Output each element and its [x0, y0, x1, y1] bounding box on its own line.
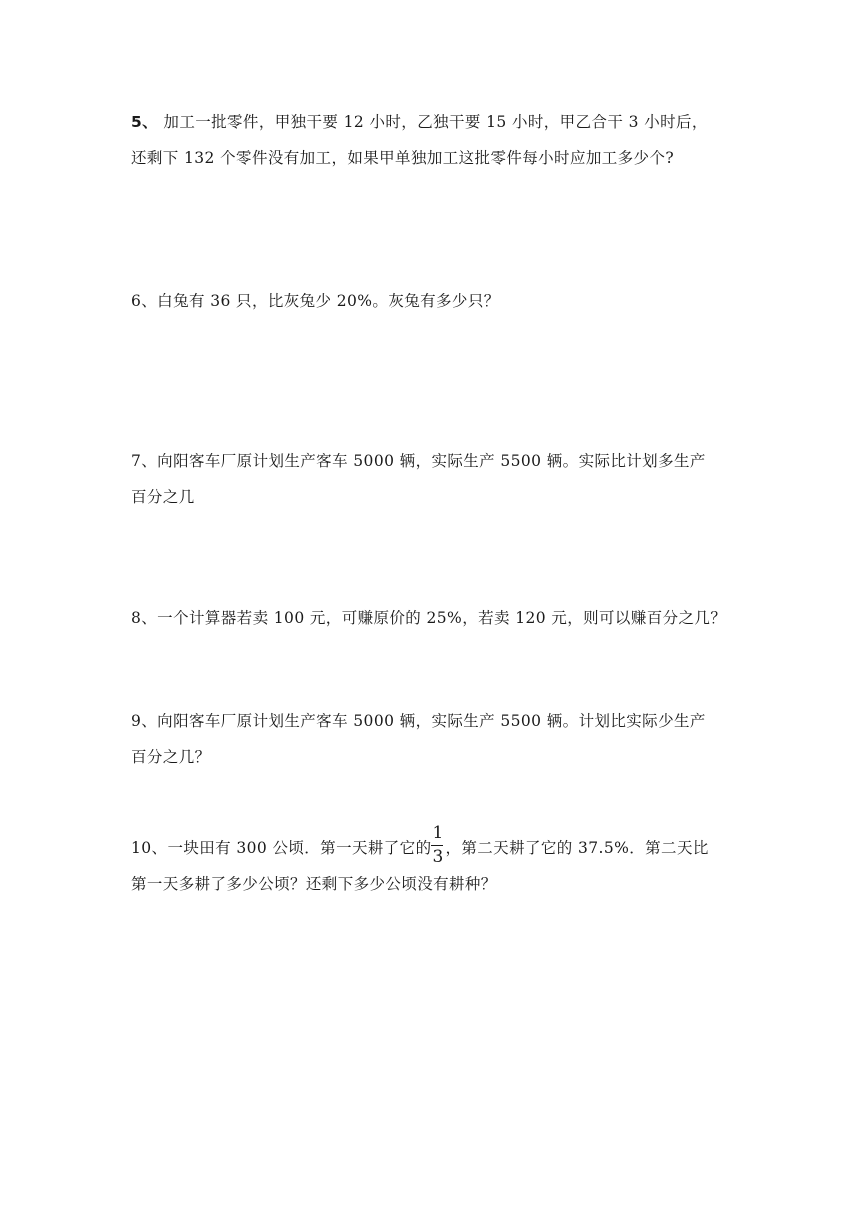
question-5-line-1: [131, 104, 731, 140]
question-8-line-1: [131, 600, 731, 636]
question-7: [131, 443, 731, 515]
question-10-text-before-fraction: 一块田有 300 公顷．第一天耕了它的: [167, 839, 432, 857]
question-9-number: 9、: [131, 712, 158, 730]
question-5-text-1: 加工一批零件，甲独干要 12 小时，乙独干要 15 小时，甲乙合干 3 小时后，: [158, 113, 708, 131]
question-7-line-1: [131, 443, 731, 479]
question-9-text-1: 向阳客车厂原计划生产客车 5000 辆，实际生产 5500 辆。计划比实际少生产: [157, 712, 706, 730]
question-7-text-1: 向阳客车厂原计划生产客车 5000 辆，实际生产 5500 辆。实际比计划多生产: [157, 452, 706, 470]
question-10-number: 10、: [131, 839, 168, 857]
question-9: [131, 703, 731, 775]
question-6: [131, 283, 731, 319]
question-9-line-1: [131, 703, 731, 739]
question-6-text-1: 白兔有 36 只，比灰兔少 20%。灰兔有多少只？: [157, 292, 500, 310]
question-5-line-2: 还剩下 132 个零件没有加工，如果甲单独加工这批零件每小时应加工多少个?: [131, 149, 675, 167]
question-8-number: 8、: [131, 609, 158, 627]
question-7-line-2: 百分之几: [131, 488, 195, 506]
question-8-text-1: 一个计算器若卖 100 元，可赚原价的 25%，若卖 120 元，则可以赚百分之几？: [157, 609, 727, 627]
question-5-number: 5、: [131, 113, 159, 131]
question-6-number: 6、: [131, 292, 158, 310]
question-10: [131, 823, 731, 902]
question-10-line-2: 第一天多耕了多少公顷？还剩下多少公顷没有耕种？: [131, 875, 497, 893]
question-5: [131, 104, 731, 176]
question-9-line-2: 百分之几？: [131, 748, 211, 766]
question-10-text-after-fraction: ，第二天耕了它的 37.5%．第二天比: [445, 839, 709, 857]
question-6-line-1: [131, 283, 731, 319]
fraction-denominator: 3: [432, 847, 444, 867]
question-8: [131, 600, 731, 636]
question-7-number: 7、: [131, 452, 158, 470]
question-10-line-1: [131, 823, 731, 867]
fraction-numerator: 1: [432, 823, 444, 843]
